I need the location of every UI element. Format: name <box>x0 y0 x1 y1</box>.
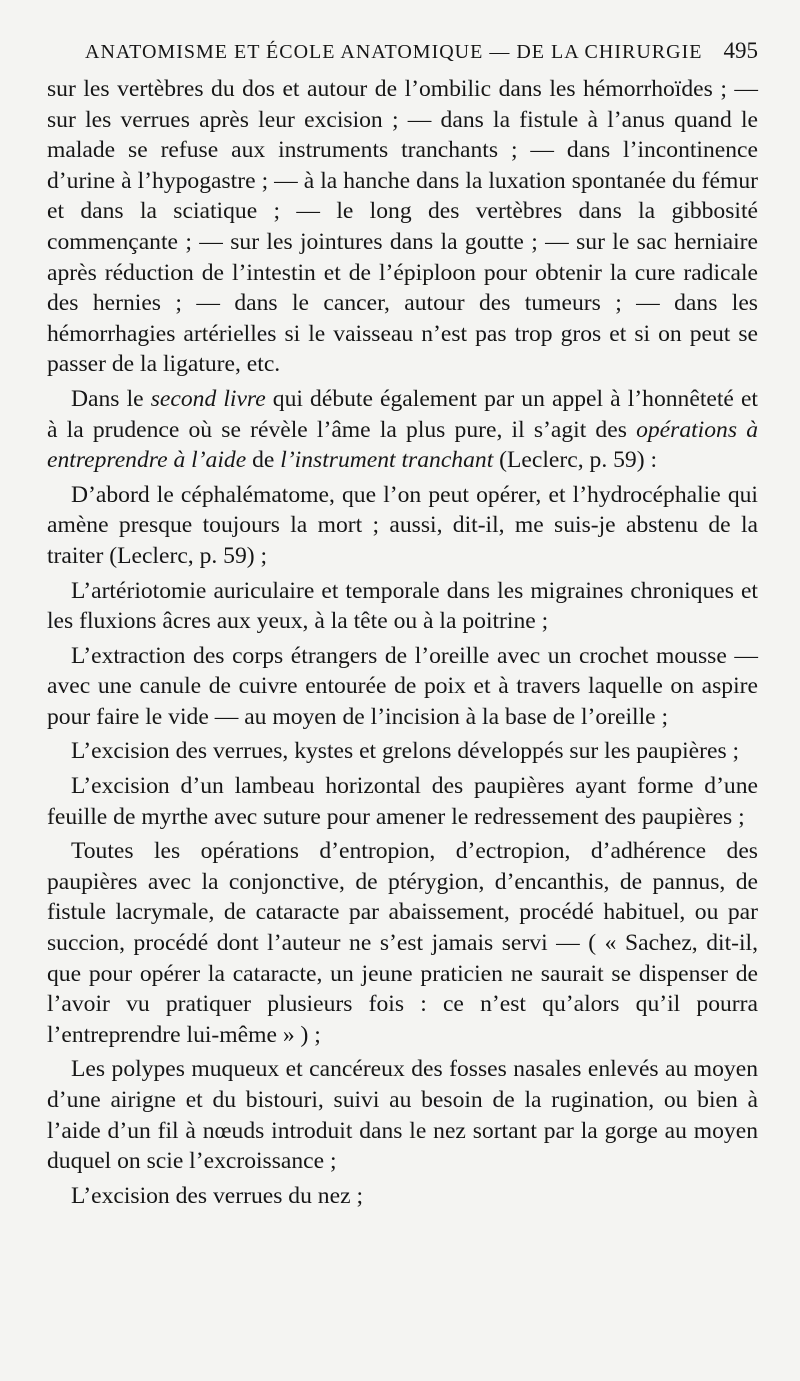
text-run: de <box>246 447 281 474</box>
paragraph <box>47 480 758 572</box>
italic-run: second livre <box>150 385 266 412</box>
text-run: L’extraction des corps étrangers de l’oreille avec un crochet mousse — avec une canule de cuivre entourée de poix et à travers laquelle on aspire pour faire le vide — au moyen de l’incision à la base de l’oreille ; <box>47 642 758 730</box>
paragraph <box>47 576 758 637</box>
text-run: Les polypes muqueux et cancéreux des fosses nasales enlevés au moyen d’une airigne et du bistouri, suivi au besoin de la rugination, ou bien à l’aide d’un fil à nœuds introduit dans le nez sortant par la gorge au moyen duquel on scie l’excroissance ; <box>47 1056 758 1175</box>
text-run: L’artériotomie auriculaire et temporale dans les migraines chroniques et les fluxions âcres aux yeux, à la tête ou à la poitrine ; <box>47 577 758 635</box>
running-title: ANATOMISME ET ÉCOLE ANATOMIQUE — DE LA CHIRURGIE <box>85 41 703 63</box>
text-run: (Leclerc, p. 59) : <box>493 447 658 474</box>
text-run: Dans le <box>71 385 151 412</box>
paragraph <box>47 384 758 476</box>
page-number: 495 <box>723 38 758 63</box>
paragraph <box>47 1181 758 1212</box>
paragraph <box>47 736 758 767</box>
italic-run: l’instrument tranchant <box>280 447 494 474</box>
text-run: sur les vertèbres du dos et autour de l’ombilic dans les hémorrhoïdes ; — sur les verrues après leur excision ; — dans la fistule à l’anus quand le malade se refuse aux instruments tranchants ; — dans l’incontinence d’urine à l’hypogastre ; — à la hanche dans la luxation spontanée du fémur et dans la sciatique ; — le long des vertèbres dans la gibbosité commençante ; — sur les jointures dans la goutte ; — sur le sac herniaire après réduction de l’intestin et de l’épiploon pour obtenir la cure radicale des hernies ; — dans le cancer, autour des tumeurs ; — dans les hémorrhagies artérielles si le vaisseau n’est pas trop gros et si on peut se passer de la ligature, etc. <box>47 76 758 378</box>
paragraph <box>47 641 758 733</box>
text-run: qui débute également par un appel à l’honnêteté et à la prudence où se révèle l’âme la plus pure, il s’agit des <box>47 385 758 443</box>
text-run: D’abord le céphalématome, que l’on peut opérer, et l’hydrocéphalie qui amène presque toujours la mort ; aussi, dit-il, me suis-je abstenu de la traiter (Leclerc, p. 59) ; <box>47 481 758 569</box>
body-text <box>47 74 758 1211</box>
paragraph <box>47 771 758 832</box>
text-run: L’excision d’un lambeau horizontal des paupières ayant forme d’une feuille de myrthe avec suture pour amener le redressement des paupières ; <box>47 773 758 830</box>
text-run: L’excision des verrues, kystes et grelons développés sur les paupières ; <box>71 738 740 765</box>
running-header <box>47 38 758 72</box>
text-run: L’excision des verrues du nez ; <box>71 1182 363 1209</box>
paragraph <box>47 74 758 380</box>
paragraph <box>47 1054 758 1176</box>
paragraph <box>47 836 758 1050</box>
text-run: Toutes les opérations d’entropion, d’ectropion, d’adhérence des paupières avec la conjonctive, de ptérygion, d’encanthis, de pannus, de fistule lacrymale, de cataracte par abaissement, procédé habituel, ou par succion, procédé dont l’auteur ne s’est jamais servi — ( « Sachez, dit-il, que pour opérer la cataracte, un jeune praticien ne saurait se dispenser de l’avoir vu pratiquer plusieurs fois : ce n’est qu’alors qu’il pourra l’entreprendre lui-même » ) ; <box>47 838 758 1048</box>
italic-run: opérations à entreprendre à l’aide <box>47 416 758 474</box>
